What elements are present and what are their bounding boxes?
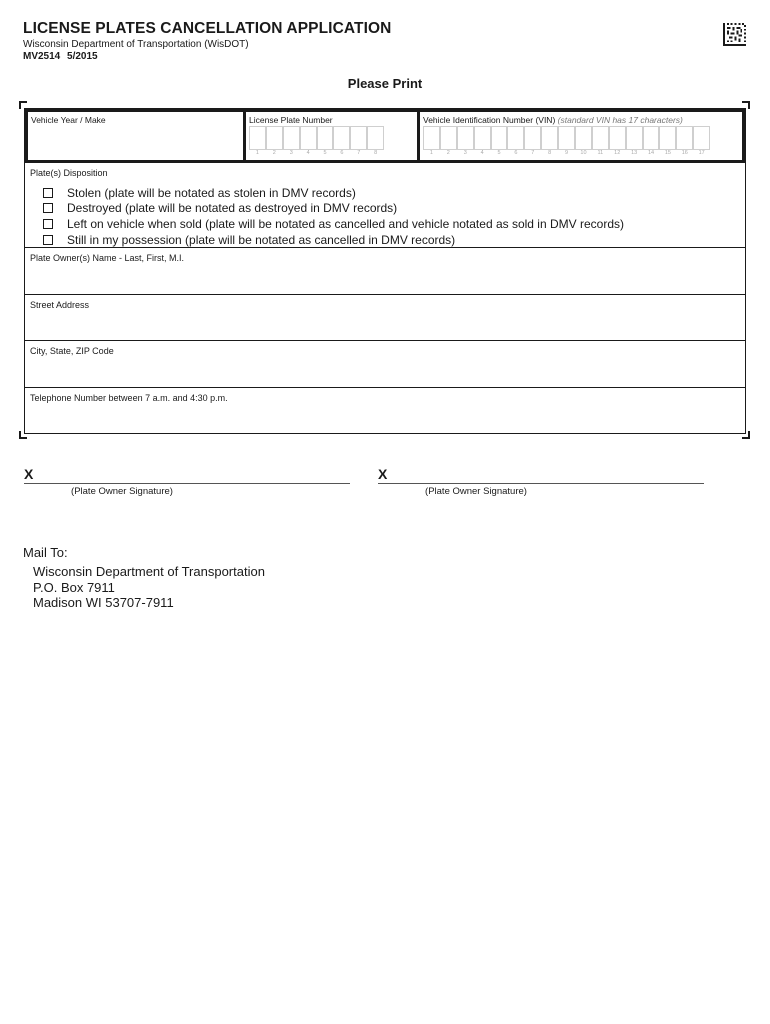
option-still-in-possession[interactable]: [43, 232, 624, 248]
vin-char-box[interactable]: [558, 126, 575, 150]
vin-char-box[interactable]: [575, 126, 592, 150]
license-plate-char-box[interactable]: [283, 126, 300, 150]
license-plate-char-box[interactable]: [367, 126, 384, 150]
disposition-options: [43, 185, 624, 247]
owner-name-label: Plate Owner(s) Name - Last, First, M.I.: [30, 253, 185, 263]
vin-box-number: 11: [597, 150, 604, 156]
address-line: Wisconsin Department of Transportation: [33, 564, 265, 579]
license-plate-box-number: 4: [306, 150, 310, 156]
vehicle-year-make-label: Vehicle Year / Make: [31, 115, 106, 125]
address-line: Madison WI 53707-7911: [33, 595, 174, 611]
vin-char-box[interactable]: [592, 126, 609, 150]
vin-hint: (standard VIN has 17 characters): [557, 115, 683, 125]
vin-label-text: Vehicle Identification Number (VIN): [423, 115, 556, 125]
form-number: [23, 51, 98, 62]
vin-char-box[interactable]: [491, 126, 508, 150]
telephone-label: Telephone Number between 7 a.m. and 4:30 p.m.: [30, 392, 228, 403]
vin-box-number: 14: [647, 150, 655, 156]
vin-box-number: 10: [580, 150, 587, 156]
option-stolen[interactable]: [43, 185, 624, 201]
option-destroyed-label: Destroyed (plate will be notated as destroyed in DMV records): [67, 201, 398, 216]
left-on-vehicle-checkbox[interactable]: [43, 219, 53, 229]
please-print-instruction: Please Print: [347, 76, 423, 91]
datamatrix-barcode: [723, 23, 746, 46]
license-plate-char-box[interactable]: [249, 126, 266, 150]
vin-box-number: 3: [463, 150, 467, 156]
option-still-in-possession-label: Still in my possession (plate will be notated as cancelled in DMV records): [67, 232, 456, 247]
vin-char-boxes: [423, 126, 710, 150]
signature-line[interactable]: [378, 483, 704, 484]
option-stolen-label: Stolen (plate will be notated as stolen in DMV records): [67, 185, 356, 200]
vin-box-number: 2: [446, 150, 450, 156]
vin-char-box[interactable]: [457, 126, 474, 150]
vin-box-number: 9: [565, 150, 569, 156]
vin-box-number: 6: [514, 150, 518, 156]
mailing-address: [33, 564, 265, 611]
vin-char-box[interactable]: [507, 126, 524, 150]
license-plate-box-number: 2: [272, 150, 276, 156]
vin-box-numbers: [423, 150, 710, 156]
agency-name: Wisconsin Department of Transportation (WisDOT): [23, 39, 249, 50]
vehicle-info-row: [25, 109, 745, 163]
city-state-zip-label: City, State, ZIP Code: [30, 346, 114, 356]
signature-line[interactable]: [24, 483, 350, 484]
destroyed-checkbox[interactable]: [43, 203, 53, 213]
vin-box-number: 7: [531, 150, 535, 156]
license-plate-box-numbers: [249, 150, 384, 156]
form-revision: 5/2015: [67, 51, 98, 62]
mail-to-label: Mail To:: [23, 545, 68, 560]
still-in-possession-checkbox[interactable]: [43, 235, 53, 245]
owner-name-field[interactable]: [25, 248, 745, 295]
vin-char-box[interactable]: [474, 126, 491, 150]
form-title: LICENSE PLATES CANCELLATION APPLICATION: [23, 20, 392, 37]
signature-caption: (Plate Owner Signature): [425, 486, 527, 497]
city-state-zip-field[interactable]: [25, 341, 745, 388]
license-plate-box-number: 5: [323, 150, 327, 156]
vin-char-box[interactable]: [609, 126, 626, 150]
vin-char-box[interactable]: [676, 126, 693, 150]
vin-box-number: 8: [548, 150, 552, 156]
license-plate-char-box[interactable]: [300, 126, 317, 150]
license-plate-label: License Plate Number: [249, 115, 333, 125]
vin-char-box[interactable]: [693, 126, 710, 150]
signature-x-mark: X: [378, 466, 388, 482]
option-left-on-vehicle-label: Left on vehicle when sold (plate will be notated as cancelled and vehicle notated as sold in DMV records): [67, 216, 624, 231]
vin-char-box[interactable]: [643, 126, 660, 150]
license-plate-box-number: 3: [289, 150, 293, 156]
application-form: [24, 108, 746, 434]
option-destroyed[interactable]: [43, 201, 624, 217]
telephone-field[interactable]: [25, 388, 745, 435]
vin-box-number: 16: [681, 150, 688, 156]
license-plate-char-box[interactable]: [317, 126, 334, 150]
option-left-on-vehicle[interactable]: [43, 216, 624, 232]
street-address-label: Street Address: [30, 299, 90, 310]
vin-box-number: 12: [614, 150, 621, 156]
signature-caption: (Plate Owner Signature): [71, 486, 173, 497]
vin-box-number: 13: [631, 150, 638, 156]
vin-box-number: 1: [429, 150, 433, 156]
license-plate-char-box[interactable]: [333, 126, 350, 150]
vin-box-number: 15: [664, 150, 671, 156]
vin-char-box[interactable]: [423, 126, 440, 150]
vin-char-box[interactable]: [541, 126, 558, 150]
vin-box-number: 4: [480, 150, 484, 156]
license-plate-box-number: 1: [255, 150, 259, 156]
vin-char-box[interactable]: [524, 126, 541, 150]
vehicle-year-make-field[interactable]: [28, 112, 243, 160]
vin-char-box[interactable]: [440, 126, 457, 150]
plate-disposition-section: [25, 163, 745, 248]
vin-field[interactable]: [417, 112, 742, 160]
vin-char-box[interactable]: [626, 126, 643, 150]
street-address-field[interactable]: [25, 295, 745, 342]
vin-box-number: 17: [698, 150, 705, 156]
license-plate-box-number: 6: [340, 150, 344, 156]
plate-disposition-label: Plate(s) Disposition: [30, 168, 108, 178]
license-plate-char-box[interactable]: [266, 126, 283, 150]
license-plate-char-box[interactable]: [350, 126, 367, 150]
stolen-checkbox[interactable]: [43, 188, 53, 198]
form-id: MV2514: [23, 51, 61, 62]
vin-label: [423, 115, 683, 125]
vin-char-box[interactable]: [659, 126, 676, 150]
license-plate-box-number: 7: [357, 150, 361, 156]
address-line: P.O. Box 7911: [33, 579, 115, 595]
license-plate-box-number: 8: [374, 150, 378, 156]
signature-x-mark: X: [24, 466, 34, 482]
vin-box-number: 5: [497, 150, 501, 156]
license-plate-char-boxes: [249, 126, 384, 150]
license-plate-field[interactable]: [243, 112, 417, 160]
